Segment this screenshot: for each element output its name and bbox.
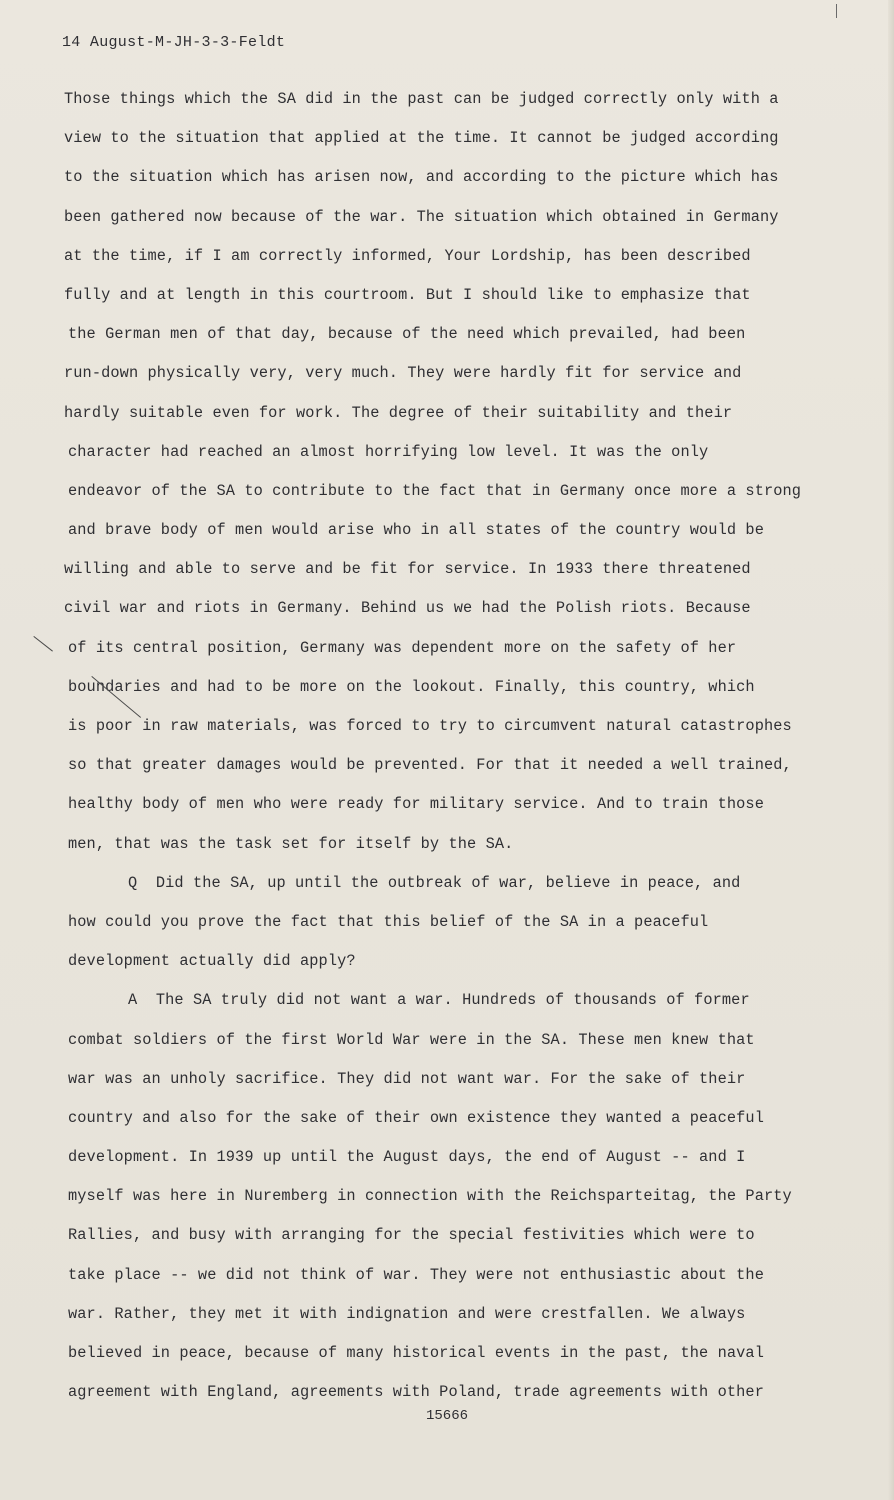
text-line: willing and able to serve and be fit for service. In 1933 there threatened <box>64 560 751 579</box>
text-line: Those things which the SA did in the past can be judged correctly only with a <box>64 90 779 108</box>
page-header: 14 August-M-JH-3-3-Feldt <box>62 34 286 51</box>
question-line: Q Did the SA, up until the outbreak of war, believe in peace, and <box>128 873 741 892</box>
edge-tick-mark <box>836 4 837 18</box>
text-line: myself was here in Nuremberg in connection with the Reichsparteitag, the Party <box>68 1187 792 1206</box>
text-line: development actually did apply? <box>68 952 356 971</box>
text-line: is poor in raw materials, was forced to try to circumvent natural catastrophes <box>68 717 792 735</box>
text-line: fully and at length in this courtroom. But I should like to emphasize that <box>64 285 751 304</box>
text-line: country and also for the sake of their own existence they wanted a peaceful <box>68 1108 764 1127</box>
text-line: to the situation which has arisen now, and according to the picture which has <box>64 168 779 187</box>
text-line: boundaries and had to be more on the lookout. Finally, this country, which <box>68 677 755 696</box>
text-line: development. In 1939 up until the August days, the end of August -- and I <box>68 1148 746 1167</box>
text-line: been gathered now because of the war. The situation which obtained in Germany <box>64 207 779 226</box>
text-line: war was an unholy sacrifice. They did not want war. For the sake of their <box>68 1069 746 1088</box>
text-line: of its central position, Germany was dependent more on the safety of her <box>68 638 737 657</box>
text-line: Rallies, and busy with arranging for the special festivities which were to <box>68 1226 755 1245</box>
text-line: believed in peace, because of many historical events in the past, the naval <box>68 1344 764 1362</box>
page-edge <box>888 0 894 1500</box>
text-line: the German men of that day, because of the need which prevailed, had been <box>68 325 746 344</box>
pencil-mark <box>33 636 53 652</box>
answer-line: A The SA truly did not want a war. Hundreds of thousands of former <box>128 991 750 1010</box>
page-number: 15666 <box>425 1408 468 1424</box>
text-line: so that greater damages would be prevented. For that it needed a well trained, <box>68 756 792 775</box>
text-line: how could you prove the fact that this belief of the SA in a peaceful <box>68 912 709 931</box>
text-line: men, that was the task set for itself by the SA. <box>68 834 514 853</box>
text-line: combat soldiers of the first World War were in the SA. These men knew that <box>68 1030 755 1049</box>
text-line: endeavor of the SA to contribute to the fact that in Germany once more a strong <box>68 481 802 500</box>
text-line: hardly suitable even for work. The degree of their suitability and their <box>64 403 733 422</box>
text-line: take place -- we did not think of war. They were not enthusiastic about the <box>68 1265 764 1284</box>
text-line: healthy body of men who were ready for military service. And to train those <box>68 795 764 814</box>
text-line: character had reached an almost horrifying low level. It was the only <box>68 442 709 461</box>
text-line: war. Rather, they met it with indignation and were crestfallen. We always <box>68 1304 746 1323</box>
text-line: civil war and riots in Germany. Behind us we had the Polish riots. Because <box>64 599 751 618</box>
text-line: view to the situation that applied at the time. It cannot be judged according <box>64 129 779 148</box>
transcript-body <box>64 86 854 1418</box>
text-line: run-down physically very, very much. They were hardly fit for service and <box>64 364 742 383</box>
text-line: and brave body of men would arise who in all states of the country would be <box>68 521 764 540</box>
text-line: agreement with England, agreements with Poland, trade agreements with other <box>68 1383 764 1402</box>
text-line: at the time, if I am correctly informed, Your Lordship, has been described <box>64 246 751 265</box>
